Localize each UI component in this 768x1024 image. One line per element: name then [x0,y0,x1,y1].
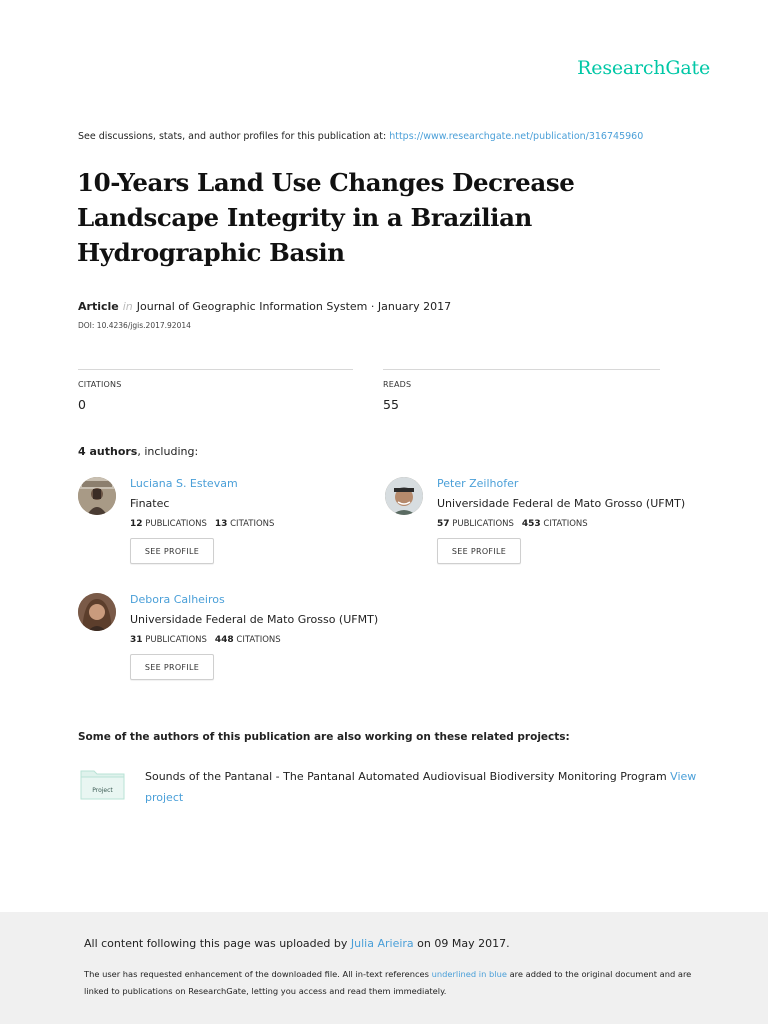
author-publications-count: 31 [130,635,143,645]
see-profile-button[interactable]: SEE PROFILE [437,538,521,564]
authors-count: 4 authors [78,445,138,458]
author-publications-label: PUBLICATIONS [145,635,207,645]
publication-meta [78,300,451,313]
author-citations-label: CITATIONS [236,635,281,645]
author-publications-count: 57 [437,519,450,529]
citations-label: CITATIONS [78,380,122,389]
authors-heading [78,445,198,458]
citations-divider [78,369,353,370]
author-stats [437,519,588,529]
view-project-link-continued[interactable]: project [145,791,184,804]
author-name-link[interactable]: Luciana S. Estevam [130,477,238,490]
author-card [385,477,685,577]
upload-prefix: All content following this page was uploaded by [84,937,351,950]
author-name-link[interactable]: Debora Calheiros [130,593,225,606]
note-prefix: The user has requested enhancement of the downloaded file. All in-text references [84,969,432,979]
author-citations-label: CITATIONS [543,519,588,529]
author-card [78,477,378,577]
note-link-text: underlined in blue [431,969,507,979]
reads-label: READS [383,380,412,389]
view-project-link[interactable]: View [670,770,697,783]
download-footer [0,912,768,1024]
author-avatar[interactable] [385,477,423,515]
related-projects-heading: Some of the authors of this publication are also working on these related projects: [78,731,570,743]
project-icon-label: Project [92,787,113,794]
author-name-link[interactable]: Peter Zeilhofer [437,477,519,490]
enhancement-note [84,966,704,1000]
publication-url-link[interactable]: https://www.researchgate.net/publication/316745960 [389,131,644,142]
publication-venue-date: Journal of Geographic Information System · January 2017 [136,300,452,313]
author-citations-label: CITATIONS [230,519,275,529]
author-citations-count: 448 [214,635,234,645]
author-avatar[interactable] [78,593,116,631]
author-publications-count: 12 [130,519,143,529]
author-publications-label: PUBLICATIONS [145,519,207,529]
upload-info [84,937,510,950]
author-publications-label: PUBLICATIONS [452,519,514,529]
reads-value: 55 [383,397,399,412]
author-institution: Universidade Federal de Mato Grosso (UFMT) [437,497,686,510]
author-institution: Finatec [130,497,170,510]
uploader-link[interactable]: Julia Arieira [350,937,414,950]
publication-type: Article [78,300,119,313]
citations-value: 0 [78,397,86,412]
publication-title: 10-Years Land Use Changes Decrease Landscape Integrity in a Brazilian Hydrographic Basin [77,168,575,267]
author-citations-count: 453 [521,519,541,529]
project-description [145,766,705,808]
author-institution: Universidade Federal de Mato Grosso (UFMT) [130,613,379,626]
note-suffix: are added to the original document and are linked to publications on ResearchGate, letting you access and read them immediately. [84,969,692,996]
project-title: Sounds of the Pantanal - The Pantanal Automated Audiovisual Biodiversity Monitoring Program [145,770,667,783]
see-profile-button[interactable]: SEE PROFILE [130,538,214,564]
reads-divider [383,369,660,370]
author-stats [130,519,274,529]
author-citations-count: 13 [214,519,228,529]
discussion-prefix: See discussions, stats, and author profiles for this publication at: [78,131,390,142]
authors-suffix: , including: [137,445,199,458]
researchgate-logo[interactable]: ResearchGate [577,57,710,79]
author-stats [130,635,281,645]
author-avatar[interactable] [78,477,116,515]
upload-suffix: on 09 May 2017. [413,937,510,950]
author-card [78,593,378,693]
see-profile-button[interactable]: SEE PROFILE [130,654,214,680]
publication-doi: DOI: 10.4236/jgis.2017.92014 [78,321,191,330]
project-folder-icon[interactable] [80,768,125,800]
in-word: in [122,300,133,313]
discussion-line [78,131,643,142]
